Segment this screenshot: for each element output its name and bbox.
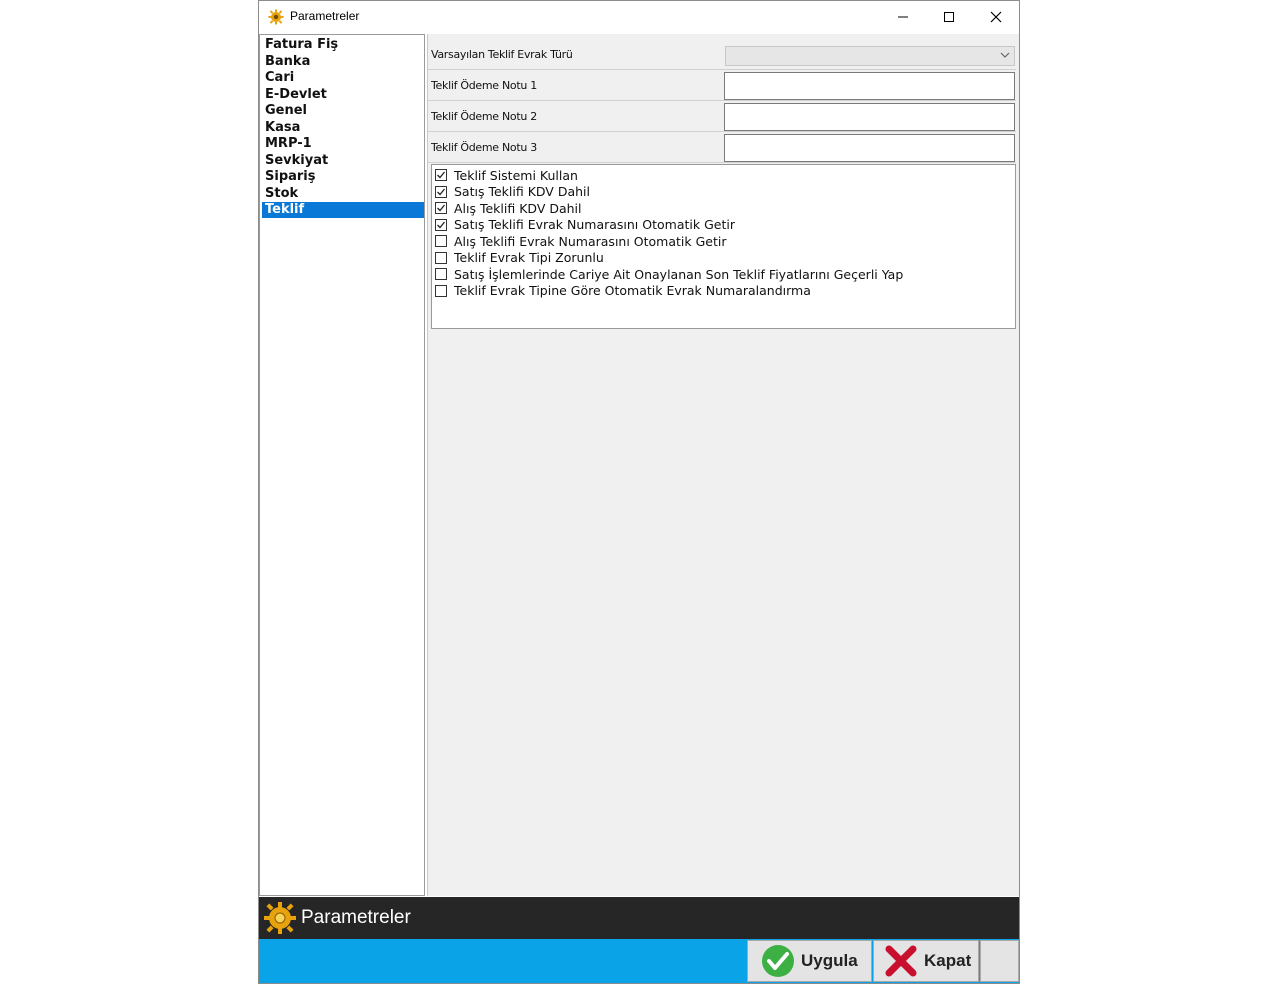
- checkbox-unchecked[interactable]: [435, 235, 447, 247]
- option-label: Teklif Sistemi Kullan: [454, 167, 578, 183]
- checkmark-icon: [761, 944, 795, 978]
- apply-label: Uygula: [801, 951, 858, 970]
- minimize-icon: [897, 11, 909, 23]
- action-bar: [259, 939, 1019, 983]
- tree-item-siparis[interactable]: Sipariş: [265, 169, 316, 184]
- option-alis-kdv-dahil[interactable]: [435, 200, 582, 216]
- option-alis-evrak-no-otomatik[interactable]: [435, 233, 727, 249]
- note1-label: Teklif Ödeme Notu 1: [431, 79, 537, 92]
- checkbox-unchecked[interactable]: [435, 252, 447, 264]
- checkmark-icon: [436, 220, 446, 230]
- default-type-label: Varsayılan Teklif Evrak Türü: [431, 48, 573, 61]
- footer-header: [259, 897, 1019, 939]
- tree-item-stok[interactable]: Stok: [265, 185, 299, 201]
- tree-item-mrp-1[interactable]: MRP-1: [265, 136, 312, 151]
- option-label: Satış Teklifi Evrak Numarasını Otomatik Getir: [454, 217, 735, 232]
- checkbox-checked[interactable]: [435, 186, 447, 198]
- close-button[interactable]: [873, 940, 979, 982]
- checkmark-icon: [436, 203, 446, 213]
- checkbox-checked[interactable]: [435, 169, 447, 181]
- tree-item-banka[interactable]: Banka: [265, 53, 311, 69]
- maximize-button[interactable]: [926, 1, 972, 32]
- option-label: Alış Teklifi KDV Dahil: [454, 200, 582, 216]
- param-row-default-type: [428, 39, 1016, 70]
- gear-icon: [268, 9, 284, 25]
- maximize-icon: [943, 11, 955, 23]
- tree-item-teklif[interactable]: Teklif: [262, 202, 424, 218]
- option-evrak-tipi-zorunlu[interactable]: [435, 250, 604, 266]
- note1-field[interactable]: [724, 72, 1015, 100]
- options-checklist: [431, 164, 1016, 329]
- option-label: Teklif Evrak Tipine Göre Otomatik Evrak Numaralandırma: [454, 283, 811, 298]
- tree-item-kasa[interactable]: Kasa: [265, 119, 301, 135]
- option-satis-kdv-dahil[interactable]: [435, 184, 590, 200]
- settings-panel: [427, 34, 1019, 896]
- close-label: Kapat: [924, 951, 972, 970]
- option-son-teklif-fiyatlari[interactable]: [435, 266, 903, 282]
- parameters-window: [258, 0, 1020, 984]
- gear-icon: [263, 901, 297, 935]
- checkmark-icon: [436, 170, 446, 180]
- option-label: Teklif Evrak Tipi Zorunlu: [454, 250, 604, 265]
- checkbox-unchecked[interactable]: [435, 285, 447, 297]
- option-label: Satış Teklifi KDV Dahil: [454, 184, 590, 199]
- param-row-note3: [428, 132, 1016, 163]
- checkmark-icon: [436, 187, 446, 197]
- tree-item-e-devlet[interactable]: E-Devlet: [265, 86, 327, 102]
- option-satis-evrak-no-otomatik[interactable]: [435, 217, 735, 233]
- extra-button[interactable]: [980, 940, 1019, 982]
- param-row-note2: [428, 101, 1016, 132]
- tree-item-genel[interactable]: Genel: [265, 103, 308, 118]
- option-teklif-sistemi-kullan[interactable]: [435, 167, 578, 183]
- default-type-select[interactable]: [725, 46, 1015, 66]
- x-icon: [884, 944, 918, 978]
- tree-item-sevkiyat[interactable]: Sevkiyat: [265, 152, 329, 168]
- close-icon: [990, 11, 1002, 23]
- tree-item-fatura-fis[interactable]: Fatura Fiş: [265, 37, 339, 52]
- minimize-button[interactable]: [880, 1, 926, 32]
- chevron-down-icon: [1000, 50, 1010, 60]
- close-window-button[interactable]: [973, 1, 1019, 32]
- tree-item-cari[interactable]: Cari: [265, 70, 295, 85]
- apply-button[interactable]: [747, 940, 872, 982]
- option-otomatik-numaralandirma[interactable]: [435, 283, 811, 299]
- note2-field[interactable]: [724, 103, 1015, 131]
- checkbox-checked[interactable]: [435, 219, 447, 231]
- note3-label: Teklif Ödeme Notu 3: [431, 141, 537, 154]
- checkbox-unchecked[interactable]: [435, 268, 447, 280]
- option-label: Satış İşlemlerinde Cariye Ait Onaylanan Son Teklif Fiyatlarını Geçerli Yap: [454, 266, 904, 282]
- window-title: Parametreler: [290, 9, 360, 23]
- note2-label: Teklif Ödeme Notu 2: [431, 110, 537, 123]
- option-label: Alış Teklifi Evrak Numarasını Otomatik Getir: [454, 233, 727, 249]
- checkbox-checked[interactable]: [435, 202, 447, 214]
- note3-field[interactable]: [724, 134, 1015, 162]
- footer-title: Parametreler: [301, 907, 411, 928]
- title-bar: [259, 1, 1019, 32]
- category-tree: [259, 34, 425, 896]
- param-row-note1: [428, 70, 1016, 101]
